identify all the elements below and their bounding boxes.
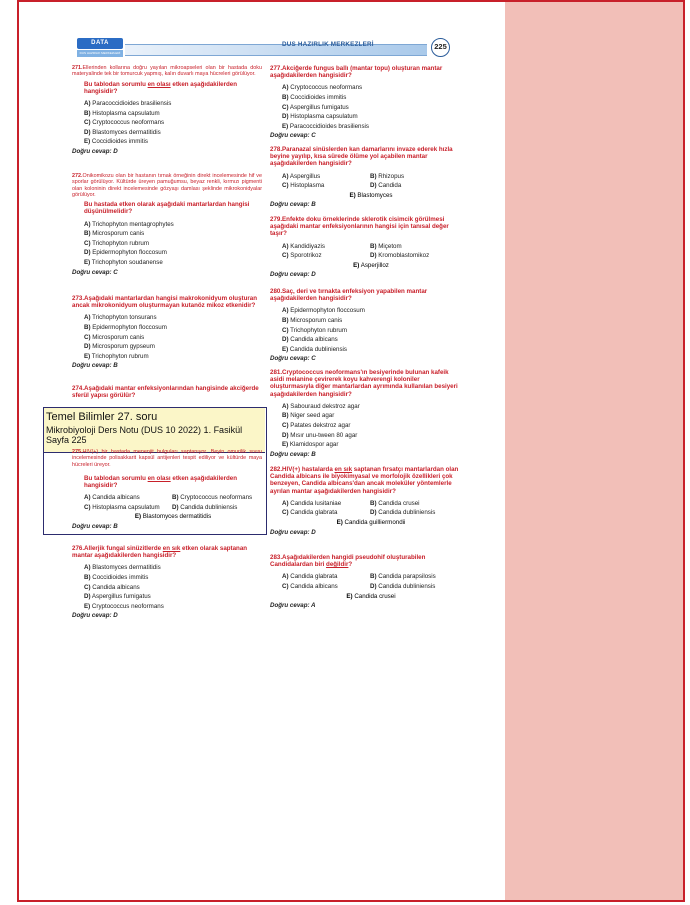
option-a: A) Trichophyton mentagrophytes xyxy=(84,220,174,228)
option-c: C) Aspergillus fumigatus xyxy=(282,103,349,111)
options-list xyxy=(282,572,460,591)
page-number: 225 xyxy=(431,38,450,57)
question-279 xyxy=(270,216,460,279)
option-c: C) Cryptococcus neoformans xyxy=(84,119,165,127)
question-number: 272. xyxy=(72,173,83,179)
option-b: B) Microsporum canis xyxy=(84,230,145,238)
question-text: Enfekte doku örneklerinde sklerotik cisimcik görülmesi aşağıdaki mantar enfeksiyonlarının hangisi için tanısal değer taşır? xyxy=(270,216,449,238)
question-number: 279. xyxy=(270,216,283,223)
answer-line: Doğru cevap: D xyxy=(270,271,316,279)
question-prompt: Bu hastada etken olarak aşağıdaki mantarlardan hangisi düşünülmelidir? xyxy=(84,201,250,216)
option-a: A) Sabouraud dekstroz agar xyxy=(282,402,360,410)
option-d: D) Histoplasma capsulatum xyxy=(282,113,358,121)
question-number: 281. xyxy=(270,369,283,376)
options-list xyxy=(282,306,460,354)
header-bar xyxy=(125,44,427,56)
prompt-emphasis: en olası xyxy=(147,80,171,88)
option-c: C) Histoplasma xyxy=(282,182,325,190)
option-e: E) Asperjilloz xyxy=(353,261,389,269)
options-list xyxy=(282,499,460,518)
option-b: B) Niger seed agar xyxy=(282,412,335,420)
answer-line: Doğru cevap: A xyxy=(270,602,316,610)
question-prompt xyxy=(84,475,262,489)
annotation-header xyxy=(44,408,265,453)
question-278 xyxy=(270,146,460,209)
publisher-logo xyxy=(77,38,123,58)
question-272 xyxy=(72,173,262,276)
question-text: Aşağıdaki mantarlardan hangisi makrokonidyum oluşturan ancak mikrokonidyum oluşturmayan kutanöz mikoz etkenidir? xyxy=(72,295,257,310)
question-text: ? xyxy=(348,561,353,569)
option-d: D) Candida dubliniensis xyxy=(370,583,436,590)
question-text: Akciğerde fungus ballı (mantar topu) oluşturan mantar aşağıdakilerden hangisidir? xyxy=(270,65,443,80)
option-e: E) Trichophyton rubrum xyxy=(84,352,149,360)
option-b: B) Histoplasma capsulatum xyxy=(84,109,160,117)
question-277 xyxy=(270,65,460,140)
option-e: E) Paracoccidioides brasiliensis xyxy=(282,122,370,130)
option-b: B) Cryptococcus neoformans xyxy=(172,494,253,502)
question-number: 276. xyxy=(72,545,85,552)
question-number: 277. xyxy=(270,65,283,72)
option-c: C) Candida albicans xyxy=(84,583,140,591)
question-275 xyxy=(72,449,262,530)
option-c: C) Microsporum canis xyxy=(84,333,145,341)
options-list xyxy=(84,493,262,512)
option-d: D) Candida dubliniensis xyxy=(370,509,436,517)
logo-tagline: DUS HAZIRLIK MERKEZLERİ xyxy=(77,50,123,57)
question-281 xyxy=(270,369,460,458)
question-text: etken olarak saptanan mantar aşağıdakilerden hangisidir? xyxy=(72,545,248,560)
question-number: 275. xyxy=(72,449,83,455)
option-a: A) Paracoccidioides brasiliensis xyxy=(84,100,172,107)
logo-wordmark: DATA xyxy=(77,38,123,49)
option-c: C) Trichophyton rubrum xyxy=(84,239,149,247)
option-c: C) Candida albicans xyxy=(282,583,338,590)
question-number: 283. xyxy=(270,554,283,561)
question-text: saptanan fırsatçı mantarlardan olan Candida albicans ile biyokimyasal ve morfolojik özellikleri çok benzeyen, Candida albicans'dan ancak moleküler yöntemlerle ayrılan mantar aşağıdakilerden hangisidir? xyxy=(270,466,459,495)
options-list xyxy=(282,402,460,450)
option-d: D) Candida dubliniensis xyxy=(172,503,238,511)
option-a: A) Trichophyton tonsurans xyxy=(84,314,157,322)
question-number: 282. xyxy=(270,466,283,473)
annotation-source: Mikrobiyoloji Ders Notu (DUS 10 2022) 1. Fasikül Sayfa 225 xyxy=(46,425,243,445)
question-text: Cryptococcus neoformans'ın besiyerinde bulunan kafeik asidi melanine çevirerek koyu kahverengi koloniler oluşturmasıyla diğer mantarlardan ayrımında kullanılan besiyeri aşağıdakilerden hangisidir? xyxy=(270,369,458,398)
option-b: B) Coccidioides immitis xyxy=(84,574,149,581)
option-c: C) Patates dekstroz agar xyxy=(282,422,351,429)
question-text: Onikomikozu olan bir hastanın tırnak örneğinin direkt incelemesinde hif ve sporlar görülüyor. Kültürde üreyen pamuğumsu, beyaz renkli, kırmızı pigmenti olan koloninin direkt incelemesinde gözyaşı damlası şeklinde mikrokonidyalar görülüyor. xyxy=(72,173,262,198)
prompt-part: Bu tablodan sorumlu xyxy=(84,474,148,482)
option-e: E) Cryptococcus neoformans xyxy=(84,602,164,610)
option-a: A) Candida lusitaniae xyxy=(282,499,342,507)
option-d: D) Candida albicans xyxy=(282,336,338,344)
question-280 xyxy=(270,288,460,363)
options-list xyxy=(84,563,262,611)
question-text: Aşağıdaki mantar enfeksiyonlarından hangisinde akciğerde sferül yapısı görülür? xyxy=(72,385,259,400)
question-text: Saç, deri ve tırnakta enfeksiyon yapabilen mantar aşağıdakilerden hangisidir? xyxy=(270,288,428,303)
option-a: A) Aspergillus xyxy=(282,172,321,180)
option-a: A) Cryptococcus neoformans xyxy=(282,84,363,92)
option-e: E) Candida dubliniensis xyxy=(282,345,348,353)
option-c: C) Histoplasma capsulatum xyxy=(84,503,160,511)
option-e: E) Candida guilliermondii xyxy=(336,519,406,526)
question-text: Paranazal sinüslerden kan damarlarını invaze ederek hızla beyine yayılıp, kısa sürede ölüme yol açabilen mantar aşağıdakilerden hangisidir? xyxy=(270,146,453,168)
question-276 xyxy=(72,545,262,620)
option-e: E) Blastomyces dermatitidis xyxy=(134,513,212,521)
answer-line: Doğru cevap: D xyxy=(270,528,316,536)
option-d: D) Kromoblastomikoz xyxy=(370,252,430,260)
question-number: 278. xyxy=(270,146,283,153)
option-d: D) Candida xyxy=(370,182,402,190)
question-text: Aşağıdakilerden hangidi pseudohif oluşturabilen Candidalardan biri xyxy=(270,554,426,569)
question-number: 271. xyxy=(72,65,83,71)
options-list xyxy=(84,99,262,147)
answer-line: Doğru cevap: B xyxy=(270,201,316,209)
question-emphasis: en sık xyxy=(162,545,181,552)
options-list xyxy=(84,220,262,268)
option-a: A) Blastomyces dermatitidis xyxy=(84,564,161,572)
option-a: A) Kandidiyazis xyxy=(282,242,326,250)
question-number: 280. xyxy=(270,288,283,295)
answer-line: Doğru cevap: C xyxy=(72,268,118,276)
option-c: C) Sporotrikoz xyxy=(282,252,322,260)
answer-line: Doğru cevap: C xyxy=(270,355,316,363)
prompt-part: Bu tablodan sorumlu xyxy=(84,80,148,88)
question-text: HIV(+) hastalarda xyxy=(282,466,335,473)
option-d: D) Epidermophyton floccosum xyxy=(84,249,167,257)
header-title: DUS HAZIRLIK MERKEZLERİ xyxy=(282,41,374,48)
question-283 xyxy=(270,554,460,609)
option-c: C) Candida glabrata xyxy=(282,509,338,517)
question-282 xyxy=(270,466,460,536)
prompt-emphasis: en olası xyxy=(147,474,171,482)
option-d: D) Mısır unu-tween 80 agar xyxy=(282,431,358,439)
option-e: E) Candida crusei xyxy=(346,592,396,600)
options-list xyxy=(84,313,262,361)
option-b: B) Epidermophyton floccosum xyxy=(84,324,167,331)
answer-line: Doğru cevap: B xyxy=(72,362,118,370)
option-d: D) Aspergillus fumigatus xyxy=(84,593,151,601)
question-number: 274. xyxy=(72,385,85,392)
option-e: E) Coccidioides immitis xyxy=(84,138,148,146)
prompt-part: etken aşağıdakilerden hangisidir? xyxy=(84,474,238,490)
question-text: Allerjik fungal sinüzitlerde xyxy=(84,545,163,552)
question-prompt xyxy=(84,81,262,95)
option-d: D) Blastomyces dermatitidis xyxy=(84,128,161,136)
options-list xyxy=(282,242,460,261)
page-header xyxy=(77,38,450,58)
question-number: 273. xyxy=(72,295,85,302)
option-b: B) Microsporum canis xyxy=(282,317,343,324)
options-list xyxy=(282,83,460,131)
answer-line: Doğru cevap: B xyxy=(270,450,316,458)
question-274 xyxy=(72,385,262,399)
question-emphasis: en sık xyxy=(334,466,353,473)
question-text: Ellerinden kollarına doğru yayılan mikroapseleri olan bir hastada doku materyalinde tek bir tomurcuk yapmış, kalın duvarlı maya hücreleri görülüyor. xyxy=(72,65,262,78)
option-e: E) Blastomyces xyxy=(349,191,393,199)
options-list xyxy=(282,172,460,191)
option-a: A) Epidermophyton floccosum xyxy=(282,307,365,315)
prompt-part: etken aşağıdakilerden hangisidir? xyxy=(84,80,238,95)
option-b: B) Candida crusei xyxy=(370,499,420,507)
option-e: E) Trichophyton soudanense xyxy=(84,258,163,266)
question-271 xyxy=(72,65,262,155)
answer-line: Doğru cevap: C xyxy=(270,132,316,140)
question-273 xyxy=(72,295,262,370)
answer-line: Doğru cevap: B xyxy=(72,523,118,531)
option-c: C) Trichophyton rubrum xyxy=(282,326,347,334)
answer-line: Doğru cevap: D xyxy=(72,147,118,155)
option-a: A) Candida albicans xyxy=(84,494,140,502)
annotation-title: Temel Bilimler 27. soru xyxy=(46,411,158,423)
option-b: B) Miçetom xyxy=(370,242,402,250)
option-b: B) Rhizopus xyxy=(370,172,405,180)
question-emphasis: değildir xyxy=(326,561,349,569)
question-text: HIV(+) bir hastada menenjit bulguları saptanıyor. Beyin omurilik sıvısı incelemesinde polisakkarit kapsül antijenleri tespit ediliyor ve kültürde maya hücreleri üreyor. xyxy=(72,449,262,468)
option-a: A) Candida glabrata xyxy=(282,573,338,581)
answer-line: Doğru cevap: D xyxy=(72,612,118,620)
option-b: B) Coccidioides immitis xyxy=(282,94,347,101)
option-d: D) Microsporum gypseum xyxy=(84,343,155,351)
option-e: E) Klamidospor agar xyxy=(282,441,339,449)
option-b: B) Candida parapsilosis xyxy=(370,573,436,581)
